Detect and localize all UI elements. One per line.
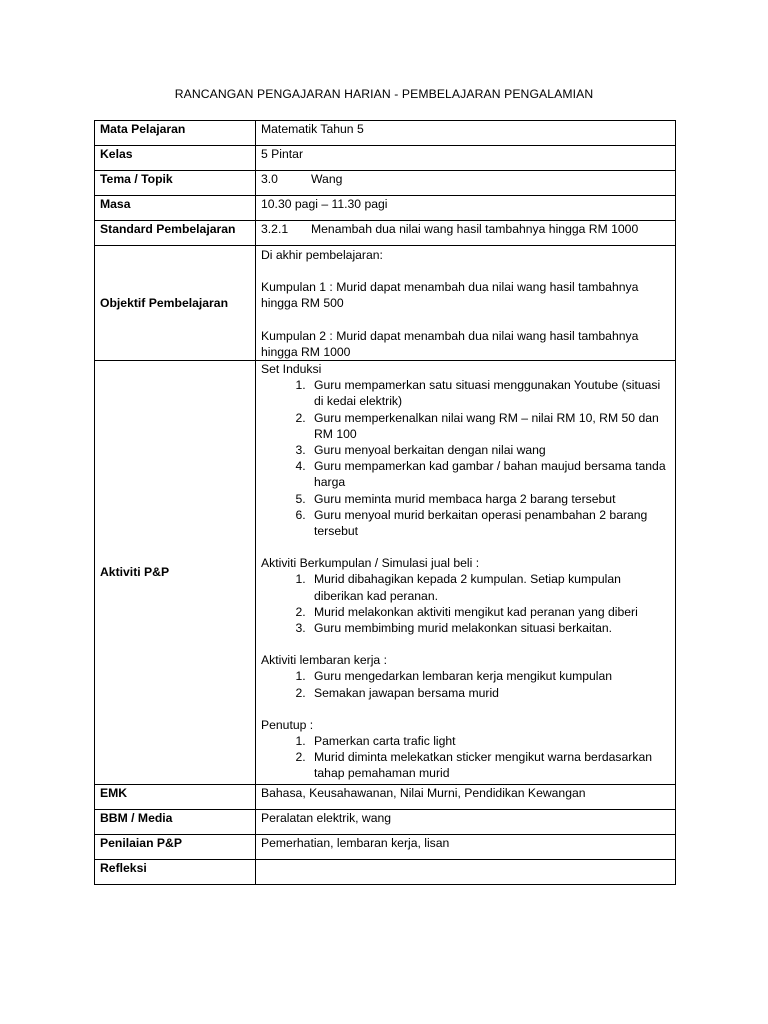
lesson-plan-table xyxy=(94,120,676,885)
objektif-kumpulan-2: Kumpulan 2 : Murid dapat menambah dua nilai wang hasil tambahnya hingga RM 1000 xyxy=(261,328,639,359)
list-item: 5. Guru meminta murid membaca harga 2 barang tersebut xyxy=(309,491,670,507)
row-refleksi xyxy=(95,859,676,884)
label-emk: EMK xyxy=(95,784,256,809)
row-masa xyxy=(95,196,676,221)
topik-name: Wang xyxy=(311,172,343,186)
list-item: 2. Semakan jawapan bersama murid xyxy=(309,685,670,701)
standard-text: Menambah dua nilai wang hasil tambahnya hingga RM 1000 xyxy=(311,222,639,236)
label-bbm: BBM / Media xyxy=(95,809,256,834)
aktiviti-section xyxy=(261,361,670,539)
row-tema-topik xyxy=(95,171,676,196)
document-title: RANCANGAN PENGAJARAN HARIAN - PEMBELAJARAN PENGALAMIAN xyxy=(174,87,594,101)
label-mata-pelajaran: Mata Pelajaran xyxy=(95,121,256,146)
aktiviti-section xyxy=(261,717,670,782)
section-list xyxy=(261,668,670,700)
value-emk: Bahasa, Keusahawanan, Nilai Murni, Pendidikan Kewangan xyxy=(256,784,676,809)
list-item: 3. Guru membimbing murid melakonkan situasi berkaitan. xyxy=(309,620,670,636)
row-penilaian xyxy=(95,834,676,859)
row-bbm xyxy=(95,809,676,834)
label-masa: Masa xyxy=(95,196,256,221)
value-kelas: 5 Pintar xyxy=(256,146,676,171)
objektif-intro: Di akhir pembelajaran: xyxy=(261,248,383,262)
section-heading: Aktiviti Berkumpulan / Simulasi jual beli : xyxy=(261,556,480,571)
label-refleksi: Refleksi xyxy=(95,859,256,884)
list-item: 6. Guru menyoal murid berkaitan operasi penambahan 2 barang tersebut xyxy=(309,507,670,539)
row-standard xyxy=(95,221,676,246)
label-tema-topik: Tema / Topik xyxy=(95,171,256,196)
list-item: 2. Guru memperkenalkan nilai wang RM – nilai RM 10, RM 50 dan RM 100 xyxy=(309,410,670,442)
label-penilaian: Penilaian P&P xyxy=(95,834,256,859)
label-kelas: Kelas xyxy=(95,146,256,171)
section-list xyxy=(261,733,670,782)
list-item: 1. Guru mempamerkan satu situasi menggunakan Youtube (situasi di kedai elektrik) xyxy=(309,377,670,409)
aktiviti-section xyxy=(261,652,670,701)
objektif-kumpulan-1: Kumpulan 1 : Murid dapat menambah dua nilai wang hasil tambahnya hingga RM 500 xyxy=(261,280,639,311)
row-emk xyxy=(95,784,676,809)
section-heading: Aktiviti lembaran kerja : xyxy=(261,653,387,668)
label-aktiviti: Aktiviti P&P xyxy=(95,361,256,785)
list-item: 1. Guru mengedarkan lembaran kerja mengikut kumpulan xyxy=(309,668,670,684)
value-mata-pelajaran: Matematik Tahun 5 xyxy=(256,121,676,146)
value-tema-topik xyxy=(256,171,676,196)
label-standard: Standard Pembelajaran xyxy=(95,221,256,246)
list-item: 1. Pamerkan carta trafic light xyxy=(309,733,670,749)
aktiviti-section xyxy=(261,555,670,636)
standard-code: 3.2.1 xyxy=(261,222,289,236)
value-aktiviti xyxy=(256,361,676,785)
list-item: 4. Guru mempamerkan kad gambar / bahan maujud bersama tanda harga xyxy=(309,458,670,490)
section-heading: Penutup : xyxy=(261,717,314,732)
value-masa: 10.30 pagi – 11.30 pagi xyxy=(256,196,676,221)
row-objektif xyxy=(95,246,676,361)
list-item: 3. Guru menyoal berkaitan dengan nilai wang xyxy=(309,442,670,458)
row-mata-pelajaran xyxy=(95,121,676,146)
value-bbm: Peralatan elektrik, wang xyxy=(256,809,676,834)
section-list xyxy=(261,571,670,636)
list-item: 1. Murid dibahagikan kepada 2 kumpulan. Setiap kumpulan diberikan kad peranan. xyxy=(309,571,670,603)
list-item: 2. Murid diminta melekatkan sticker mengikut warna berdasarkan tahap pemahaman murid xyxy=(309,749,670,781)
row-kelas xyxy=(95,146,676,171)
value-objektif xyxy=(256,246,676,361)
section-heading: Set Induksi xyxy=(261,362,322,377)
row-aktiviti xyxy=(95,361,676,785)
section-list xyxy=(261,377,670,539)
list-item: 2. Murid melakonkan aktiviti mengikut kad peranan yang diberi xyxy=(309,604,670,620)
value-standard xyxy=(256,221,676,246)
label-objektif: Objektif Pembelajaran xyxy=(95,246,256,361)
topik-code: 3.0 xyxy=(261,172,278,186)
value-penilaian: Pemerhatian, lembaran kerja, lisan xyxy=(256,834,676,859)
value-refleksi xyxy=(256,859,676,884)
